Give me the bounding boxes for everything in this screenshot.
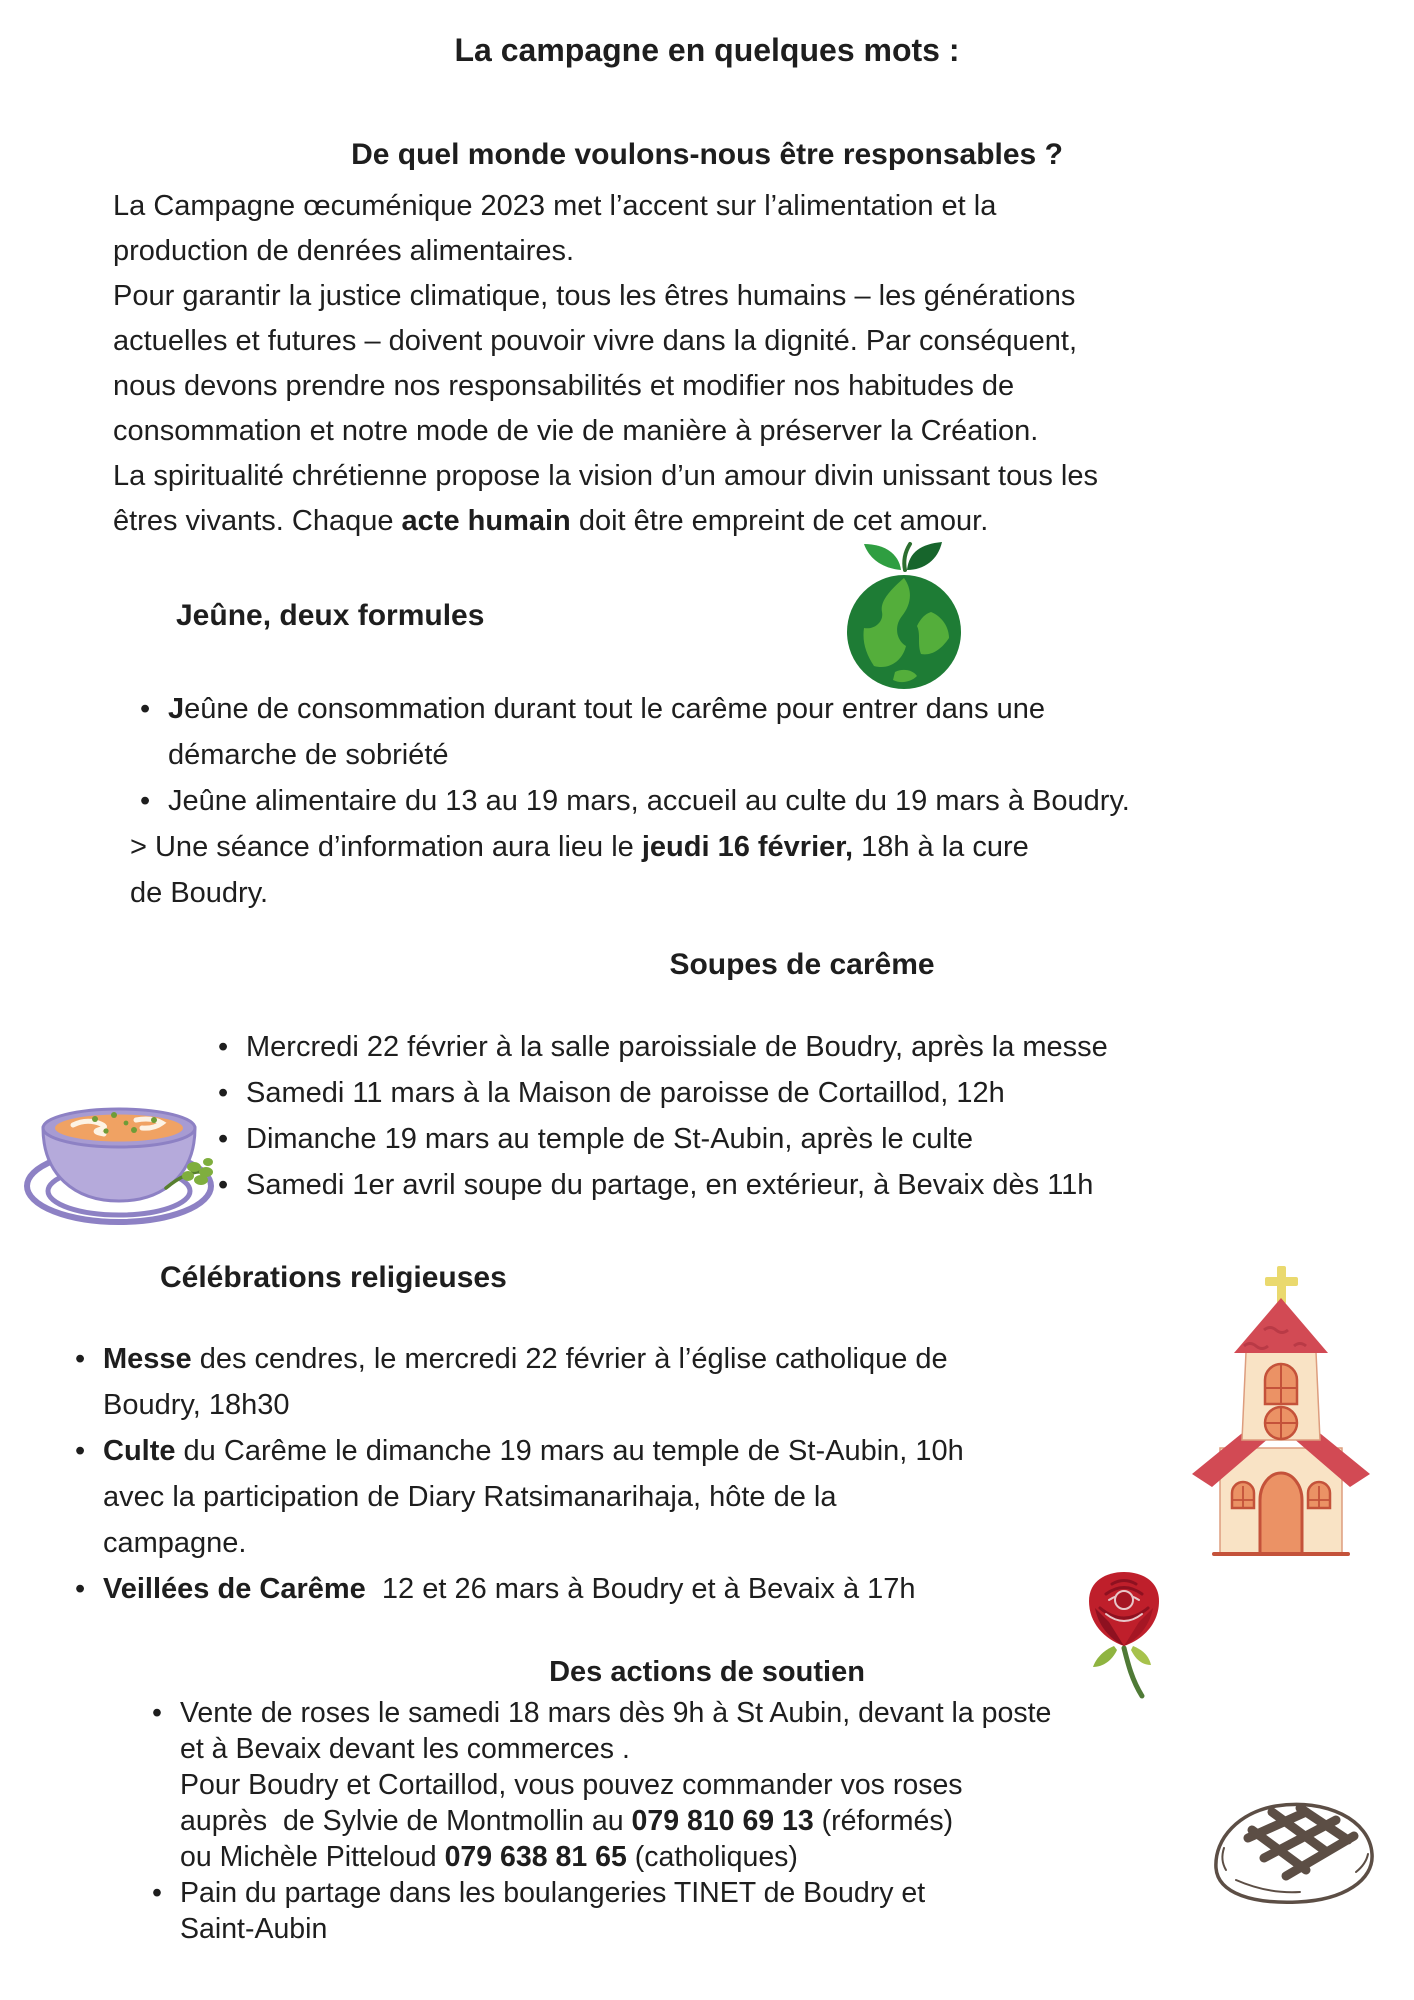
list-item-line: Saint-Aubin [180, 1913, 328, 1945]
intro-line: La spiritualité chrétienne propose la vision d’un amour divin unissant tous les [113, 460, 1098, 492]
run-bold: J [168, 693, 185, 725]
soup-bowl-icon [18, 1068, 220, 1232]
list-item-line: • Pain du partage dans les boulangeries TINET de Boudry et [180, 1877, 926, 1909]
list-item-line: campagne. [103, 1527, 247, 1559]
list-item [152, 1695, 1312, 1875]
run: du Carême le dimanche 19 mars au temple de St-Aubin, 10h [175, 1435, 964, 1467]
intro-line [113, 499, 1098, 544]
intro-run-bold: acte humain [401, 505, 571, 537]
intro-line: actuelles et futures – doivent pouvoir vivre dans la dignité. Par conséquent, [113, 325, 1078, 357]
list-item [75, 1566, 1135, 1612]
actions-list [152, 1695, 1312, 1947]
run-bold: Culte [103, 1435, 176, 1467]
list-item-line [168, 686, 1340, 732]
phone-number: 079 638 81 65 [444, 1841, 627, 1873]
info-note [130, 824, 1340, 916]
soupes-section-heading: Soupes de carême [669, 948, 935, 981]
bread-loaf-icon [1206, 1782, 1384, 1924]
celebrations-list [75, 1336, 1135, 1612]
list-item-line: démarche de sobriété [168, 739, 449, 771]
list-item-line [103, 1566, 1135, 1612]
list-item [218, 1162, 1408, 1208]
list-item-line: avec la participation de Diary Ratsimanarihaja, hôte de la [103, 1481, 837, 1513]
run: 18h à la cure [853, 831, 1029, 863]
list-item [218, 1024, 1408, 1070]
list-item-line: de Boudry. [130, 877, 269, 909]
intro-paragraph [113, 184, 1098, 544]
run: des cendres, le mercredi 22 février à l’église catholique de [191, 1343, 948, 1375]
run-bold: Messe [103, 1343, 192, 1375]
intro-run: doit être empreint de cet amour. [570, 505, 989, 537]
intro-question-heading: De quel monde voulons-nous être responsables ? [351, 138, 1063, 171]
list-item [152, 1875, 1312, 1947]
list-item [218, 1116, 1408, 1162]
list-item-line [180, 1803, 1312, 1839]
run: auprès de Sylvie de Montmollin au [180, 1805, 632, 1837]
soupes-list [218, 1024, 1408, 1208]
run: ou Michèle Pitteloud [180, 1841, 445, 1873]
run: (catholiques) [626, 1841, 798, 1873]
intro-line: Pour garantir la justice climatique, tous les êtres humains – les générations [113, 280, 1076, 312]
run: eûne de consommation durant tout le carême pour entrer dans une [184, 693, 1046, 725]
phone-number: 079 810 69 13 [631, 1805, 814, 1837]
list-item-line [130, 824, 1340, 870]
run-bold: jeudi 16 février, [641, 831, 854, 863]
list-item-line [180, 1839, 1312, 1875]
list-item-line: • Samedi 11 mars à la Maison de paroisse de Cortaillod, 12h [246, 1077, 1005, 1109]
list-item-line [103, 1428, 1135, 1474]
run: (réformés) [813, 1805, 954, 1837]
list-item-line: • Dimanche 19 mars au temple de St-Aubin, après le culte [246, 1123, 973, 1155]
intro-line: La Campagne œcuménique 2023 met l’accent sur l’alimentation et la [113, 190, 997, 222]
jeune-list [130, 686, 1340, 916]
church-icon [1186, 1262, 1376, 1562]
list-item-line: • Jeûne alimentaire du 13 au 19 mars, accueil au culte du 19 mars à Boudry. [168, 785, 1130, 817]
list-item-line: Boudry, 18h30 [103, 1389, 290, 1421]
list-item-line: • Vente de roses le samedi 18 mars dès 9h à St Aubin, devant la poste [180, 1697, 1052, 1729]
intro-line: consommation et notre mode de vie de manière à préserver la Création. [113, 415, 1039, 447]
run: 12 et 26 mars à Boudry et à Bevaix à 17h [365, 1573, 916, 1605]
list-item [75, 1336, 1135, 1428]
earth-globe-icon [843, 540, 965, 692]
list-item [218, 1070, 1408, 1116]
actions-section-heading: Des actions de soutien [549, 1656, 865, 1688]
page-title: La campagne en quelques mots : [454, 32, 960, 68]
jeune-section-heading: Jeûne, deux formules [176, 599, 485, 632]
list-item-line: • Samedi 1er avril soupe du partage, en extérieur, à Bevaix dès 11h [246, 1169, 1094, 1201]
list-item-line [103, 1336, 1135, 1382]
intro-line: production de denrées alimentaires. [113, 235, 575, 267]
list-item-line: Pour Boudry et Cortaillod, vous pouvez commander vos roses [180, 1769, 963, 1801]
list-item-line: • Mercredi 22 février à la salle paroissiale de Boudry, après la messe [246, 1031, 1108, 1063]
intro-line: nous devons prendre nos responsabilités et modifier nos habitudes de [113, 370, 1015, 402]
list-item [140, 686, 1340, 778]
list-item-line: et à Bevaix devant les commerces . [180, 1733, 630, 1765]
run: > Une séance d’information aura lieu le [130, 831, 642, 863]
celebrations-section-heading: Célébrations religieuses [160, 1261, 507, 1294]
list-item [140, 778, 1340, 824]
intro-run: êtres vivants. Chaque [113, 505, 402, 537]
run-bold: Veillées de Carême [103, 1573, 366, 1605]
list-item [75, 1428, 1135, 1566]
